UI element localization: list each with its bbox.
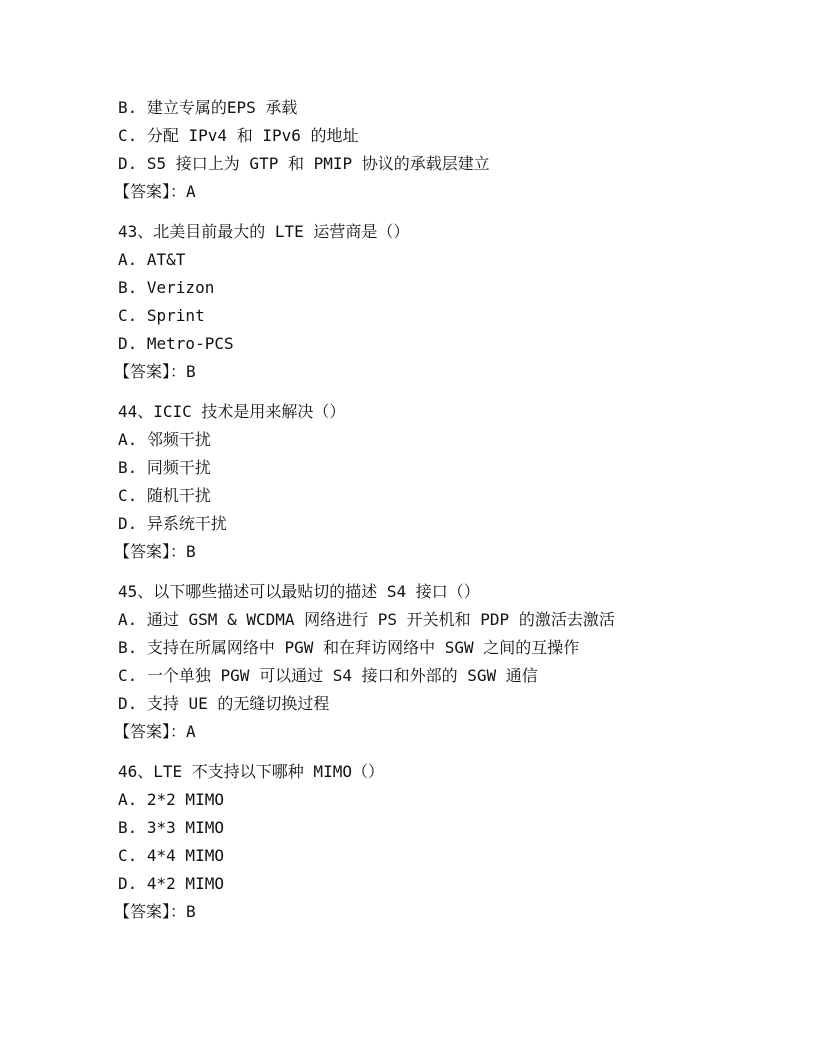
option-b: B. 同频干扰 xyxy=(118,458,211,477)
question-block-43 xyxy=(114,218,718,386)
answer-line: 【答案】：B xyxy=(114,902,196,921)
option-a: A. 2*2 MIMO xyxy=(118,790,224,809)
option-c: C. 分配 IPv4 和 IPv6 的地址 xyxy=(118,126,359,145)
option-d: D. 支持 UE 的无缝切换过程 xyxy=(118,694,330,713)
question-block-42 xyxy=(114,94,718,206)
block-gap xyxy=(118,566,718,578)
question-stem: 46、LTE 不支持以下哪种 MIMO（） xyxy=(118,762,384,781)
option-c: C. 4*4 MIMO xyxy=(118,846,224,865)
option-a: A. 通过 GSM & WCDMA 网络进行 PS 开关机和 PDP 的激活去激活 xyxy=(118,610,615,629)
option-d: D. 4*2 MIMO xyxy=(118,874,224,893)
question-block-44 xyxy=(114,398,718,566)
answer-line: 【答案】：A xyxy=(114,182,196,201)
question-block-46 xyxy=(114,758,718,926)
option-c: C. 随机干扰 xyxy=(118,486,211,505)
option-d: D. S5 接口上为 GTP 和 PMIP 协议的承载层建立 xyxy=(118,154,490,173)
option-c: C. 一个单独 PGW 可以通过 S4 接口和外部的 SGW 通信 xyxy=(118,666,538,685)
question-list xyxy=(114,94,718,926)
option-c: C. Sprint xyxy=(118,306,205,325)
option-d: D. Metro-PCS xyxy=(118,334,234,353)
question-stem: 43、北美目前最大的 LTE 运营商是（） xyxy=(118,222,410,241)
option-b: B. 3*3 MIMO xyxy=(118,818,224,837)
question-stem: 44、ICIC 技术是用来解决（） xyxy=(118,402,346,421)
option-b: B. Verizon xyxy=(118,278,215,297)
question-block-45 xyxy=(114,578,718,746)
question-stem: 45、以下哪些描述可以最贴切的描述 S4 接口（） xyxy=(118,582,480,601)
answer-line: 【答案】：B xyxy=(114,542,196,561)
option-a: A. AT&T xyxy=(118,250,186,269)
option-d: D. 异系统干扰 xyxy=(118,514,227,533)
answer-line: 【答案】：B xyxy=(114,362,196,381)
option-b: B. 建立专属的EPS 承载 xyxy=(118,98,298,117)
option-b: B. 支持在所属网络中 PGW 和在拜访网络中 SGW 之间的互操作 xyxy=(118,638,580,657)
block-gap xyxy=(118,746,718,758)
option-a: A. 邻频干扰 xyxy=(118,430,211,449)
block-gap xyxy=(118,386,718,398)
answer-line: 【答案】：A xyxy=(114,722,196,741)
block-gap xyxy=(118,206,718,218)
